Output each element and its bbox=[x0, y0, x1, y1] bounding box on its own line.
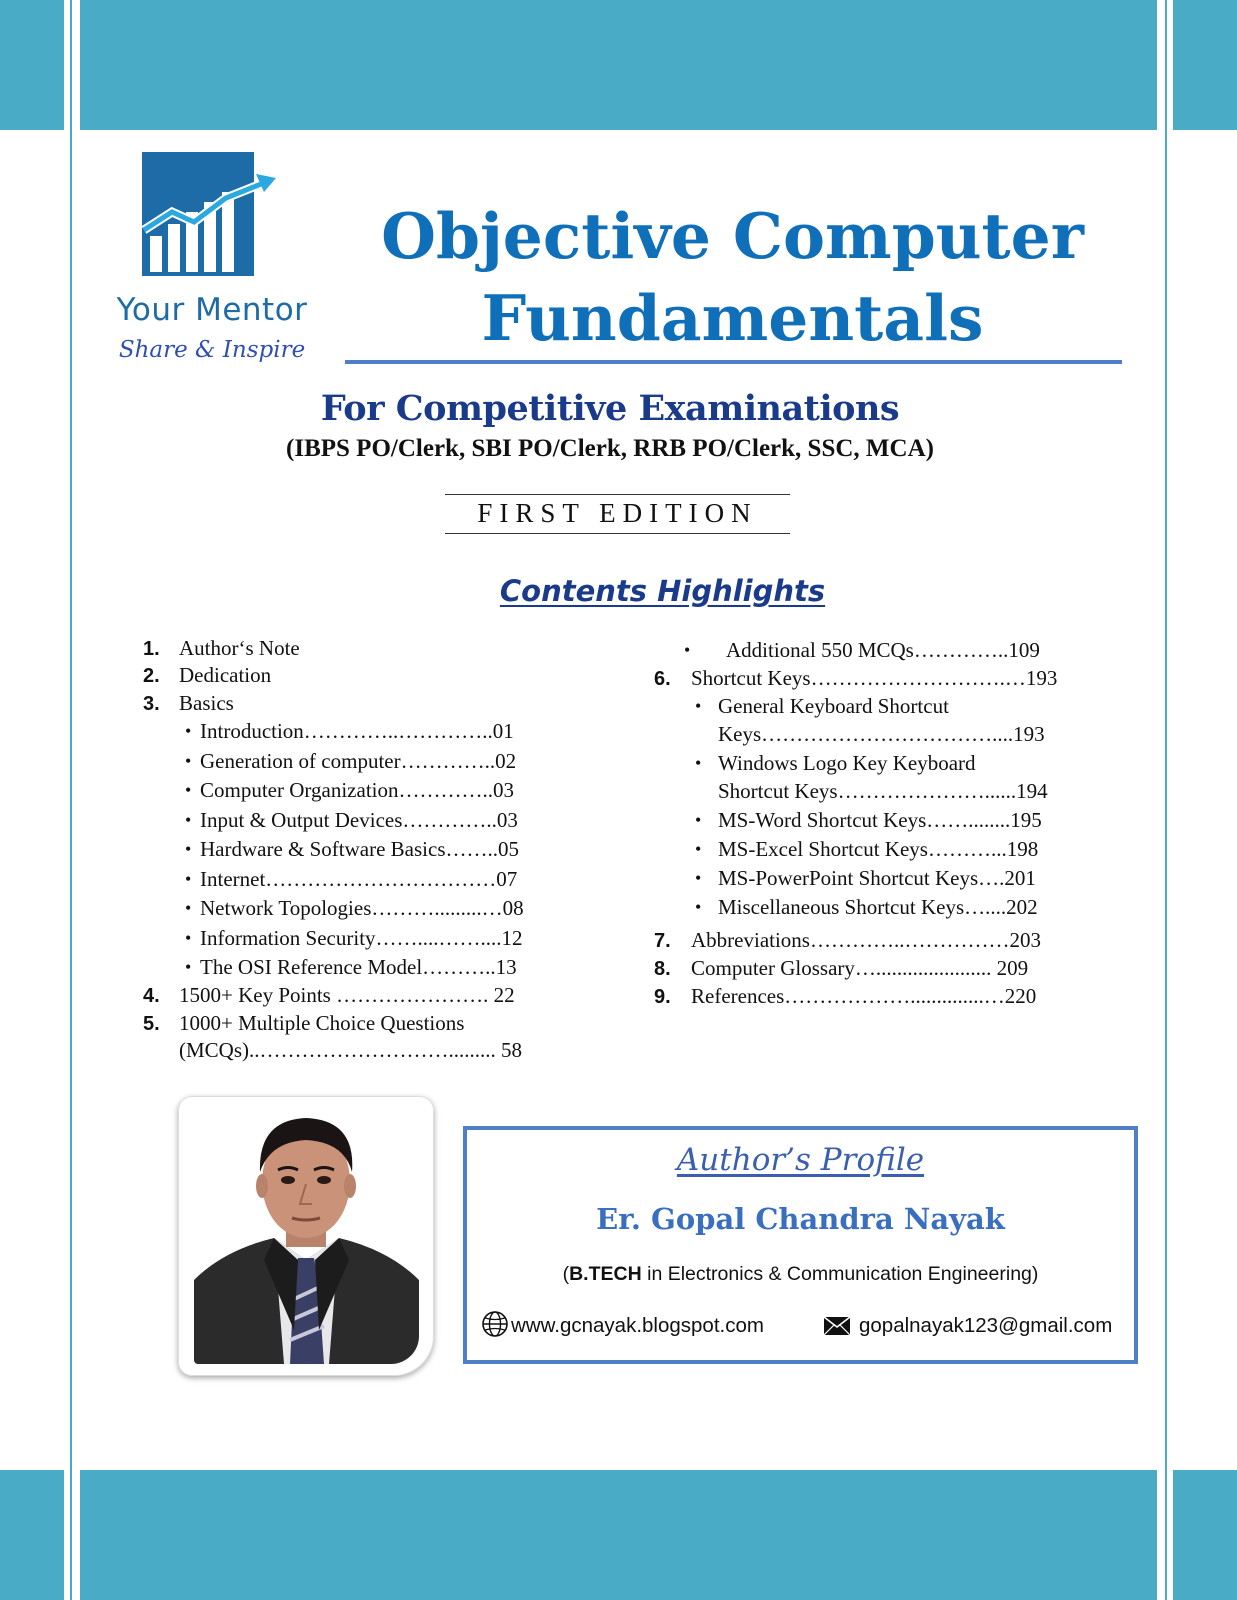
toc-subitem bbox=[143, 719, 583, 749]
bullet-icon: • bbox=[185, 809, 192, 830]
toc-subitem bbox=[143, 896, 583, 926]
toc-text: Hardware & Software Basics……..05 bbox=[200, 837, 519, 861]
toc-text: Basics bbox=[179, 691, 234, 715]
toc-number: 4. bbox=[143, 985, 160, 1007]
toc-subitem bbox=[650, 837, 1100, 866]
degree-abbrev: B.TECH bbox=[569, 1263, 642, 1285]
toc-text: Information Security……....……....12 bbox=[200, 925, 523, 950]
rising-bar-chart-icon bbox=[142, 152, 282, 280]
toc-number: 1. bbox=[143, 638, 160, 660]
toc-text: MS-Word Shortcut Keys……........195 bbox=[718, 808, 1042, 832]
toc-subitem-continued bbox=[650, 779, 1100, 808]
contents-heading: Contents Highlights bbox=[499, 574, 826, 608]
toc-text: Shortcut Keys……………………….…193 bbox=[691, 666, 1058, 690]
logo-tagline: Share & Inspire bbox=[118, 337, 306, 363]
toc-number: 8. bbox=[654, 958, 671, 980]
top-left-band bbox=[0, 0, 64, 130]
toc-text: Computer Organization…………..03 bbox=[200, 778, 514, 802]
author-profile-box bbox=[463, 1126, 1138, 1364]
toc-subitem bbox=[143, 749, 583, 779]
bullet-icon: • bbox=[185, 839, 192, 859]
toc-text: Network Topologies……….........…08 bbox=[200, 896, 524, 920]
right-border-line bbox=[1165, 0, 1167, 1600]
degree-open-paren: ( bbox=[562, 1263, 570, 1285]
toc-text: MS-PowerPoint Shortcut Keys….201 bbox=[718, 866, 1036, 890]
bullet-icon: • bbox=[695, 810, 702, 830]
website-link[interactable]: www.gcnayak.blogspot.com bbox=[511, 1314, 764, 1337]
toc-number: 6. bbox=[654, 668, 671, 690]
toc-text: 1500+ Key Points …………………. 22 bbox=[179, 983, 515, 1007]
toc-subitem bbox=[143, 867, 583, 897]
bullet-icon: • bbox=[185, 957, 192, 977]
bullet-icon: • bbox=[185, 868, 192, 889]
toc-subitem bbox=[143, 837, 583, 867]
bullet-icon: • bbox=[695, 897, 702, 917]
title-line-1: Objective Computer bbox=[381, 199, 1084, 273]
toc-item bbox=[650, 956, 1100, 984]
toc-text: Input & Output Devices…………..03 bbox=[200, 807, 518, 832]
toc-text: Abbreviations…………..……………203 bbox=[691, 928, 1041, 952]
toc-text: Miscellaneous Shortcut Keys…....202 bbox=[718, 895, 1038, 919]
edition-label: FIRST EDITION bbox=[445, 494, 790, 534]
toc-subitem bbox=[650, 895, 1100, 928]
toc-number: 5. bbox=[143, 1013, 160, 1035]
toc-subitem-continued bbox=[650, 722, 1100, 751]
toc-text: Keys……………………………....193 bbox=[718, 722, 1045, 746]
bullet-icon: • bbox=[695, 868, 702, 888]
toc-item bbox=[650, 928, 1100, 956]
toc-text: Additional 550 MCQs…………..109 bbox=[726, 638, 1040, 662]
toc-number: 2. bbox=[143, 665, 160, 687]
title-line-2: Fundamentals bbox=[481, 281, 984, 355]
toc-text: 1000+ Multiple Choice Questions bbox=[179, 1011, 465, 1035]
title-underline bbox=[345, 360, 1122, 364]
toc-text: References………………..............…220 bbox=[691, 984, 1037, 1008]
email-link[interactable]: gopalnayak123@gmail.com bbox=[859, 1314, 1113, 1337]
toc-text: Shortcut Keys…………………......194 bbox=[718, 779, 1048, 803]
bullet-icon: • bbox=[185, 721, 192, 741]
bullet-icon: • bbox=[185, 750, 192, 771]
author-photo-icon bbox=[194, 1110, 419, 1364]
toc-text: Computer Glossary…...................... 209 bbox=[691, 956, 1029, 980]
toc-item bbox=[143, 983, 583, 1011]
toc-item bbox=[143, 636, 583, 663]
bottom-left-band bbox=[0, 1470, 64, 1600]
toc-item bbox=[650, 666, 1100, 694]
toc-subitem bbox=[143, 955, 583, 983]
toc-item bbox=[143, 691, 583, 719]
bottom-right-band bbox=[1173, 1470, 1237, 1600]
bullet-icon: • bbox=[185, 927, 192, 948]
contents-left-column bbox=[143, 636, 583, 1065]
bullet-icon: • bbox=[684, 640, 691, 660]
bullet-icon: • bbox=[185, 780, 192, 800]
toc-text: Windows Logo Key Keyboard bbox=[718, 751, 976, 775]
left-border-line bbox=[70, 0, 72, 1600]
toc-text: (MCQs)..………………………......... 58 bbox=[179, 1038, 523, 1062]
toc-text: The OSI Reference Model………..13 bbox=[200, 955, 517, 979]
toc-item bbox=[143, 1011, 583, 1038]
bullet-icon: • bbox=[695, 753, 702, 773]
toc-text: Dedication bbox=[179, 663, 272, 687]
logo-name: Your Mentor bbox=[116, 292, 308, 328]
toc-subitem bbox=[143, 926, 583, 956]
bullet-icon: • bbox=[185, 898, 192, 918]
degree-close-paren: ) bbox=[1031, 1263, 1039, 1285]
toc-number: 7. bbox=[654, 930, 671, 952]
top-band bbox=[80, 0, 1157, 130]
toc-item-continued bbox=[143, 1038, 583, 1065]
toc-subitem bbox=[650, 638, 1100, 666]
toc-subitem bbox=[650, 751, 1100, 779]
toc-text: Introduction…………..…………..01 bbox=[200, 719, 514, 743]
exam-list: (IBPS PO/Clerk, SBI PO/Clerk, RRB PO/Clerk, SSC, MCA) bbox=[286, 435, 934, 462]
subtitle: For Competitive Examinations bbox=[320, 388, 900, 429]
author-degree bbox=[467, 1263, 1134, 1286]
toc-text: Author‘s Note bbox=[179, 636, 300, 660]
toc-subitem bbox=[650, 808, 1100, 837]
toc-item bbox=[650, 984, 1100, 1012]
toc-text: General Keyboard Shortcut bbox=[718, 694, 949, 718]
author-photo bbox=[194, 1110, 419, 1364]
toc-item bbox=[143, 663, 583, 691]
top-right-band bbox=[1173, 0, 1237, 130]
toc-subitem bbox=[143, 778, 583, 808]
toc-subitem bbox=[650, 866, 1100, 895]
bottom-band bbox=[80, 1470, 1157, 1600]
profile-heading: Author’s Profile bbox=[676, 1142, 925, 1178]
toc-subitem bbox=[143, 808, 583, 838]
toc-text: Internet……………………………07 bbox=[200, 866, 518, 891]
envelope-icon bbox=[823, 1316, 851, 1336]
author-name: Er. Gopal Chandra Nayak bbox=[596, 1202, 1005, 1236]
book-title bbox=[345, 195, 1120, 359]
toc-number: 3. bbox=[143, 693, 160, 715]
toc-text: MS-Excel Shortcut Keys………...198 bbox=[718, 837, 1039, 861]
contents-right-column bbox=[650, 638, 1100, 1012]
bullet-icon: • bbox=[695, 839, 702, 859]
degree-field: in Electronics & Communication Engineering bbox=[641, 1263, 1032, 1285]
logo bbox=[92, 152, 332, 372]
contact-row bbox=[481, 1310, 1131, 1340]
bullet-icon: • bbox=[695, 696, 702, 716]
toc-number: 9. bbox=[654, 986, 671, 1008]
toc-subitem bbox=[650, 694, 1100, 722]
globe-icon bbox=[481, 1310, 509, 1338]
toc-text: Generation of computer…………..02 bbox=[200, 748, 517, 773]
